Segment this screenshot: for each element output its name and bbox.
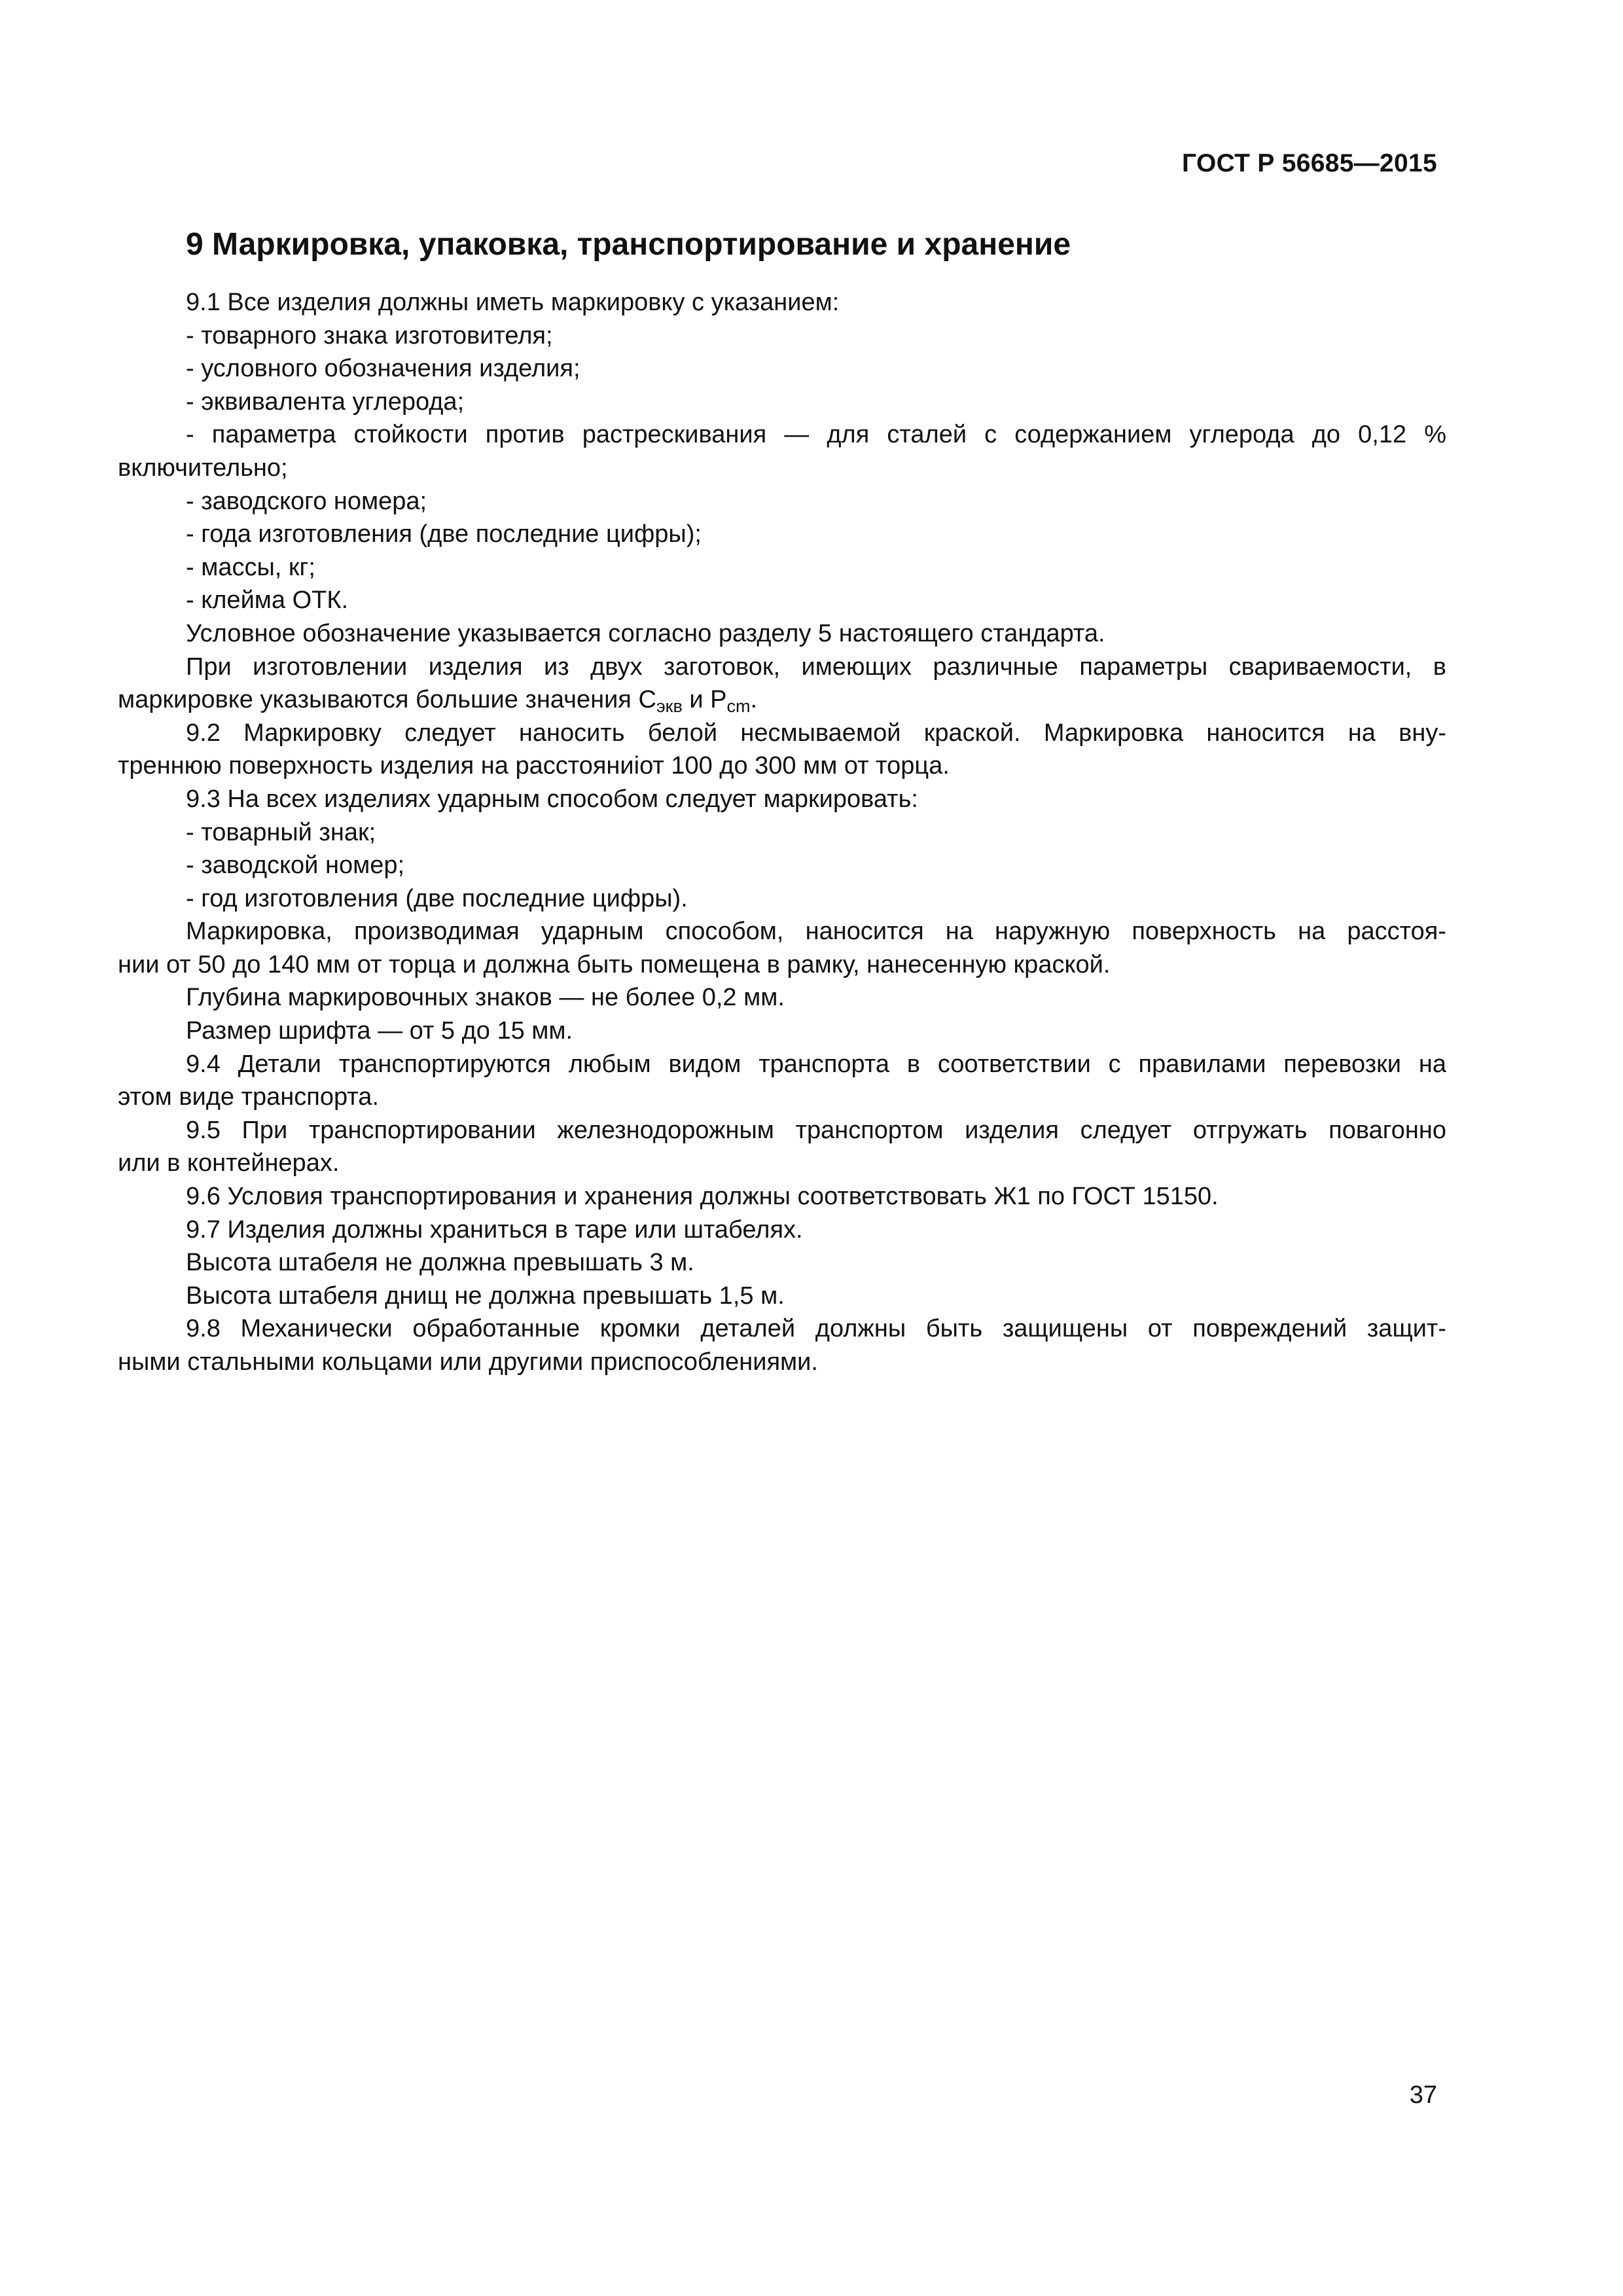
clause-9-1: 9.1 Все изделия должны иметь маркировку с указанием:: [186, 289, 840, 316]
paragraph-text: и P: [682, 686, 727, 714]
paragraph-line: При изготовлении изделия из двух заготовок, имеющих различные параметры свариваемости, в: [186, 653, 1446, 681]
clause-9-5: 9.5 При транспортировании железнодорожным транспортом изделия следует отгружать повагонно: [186, 1116, 1446, 1144]
list-item: - заводской номер;: [186, 852, 405, 880]
paragraph-line: ными стальными кольцами или другими приспособлениями.: [118, 1348, 818, 1376]
list-item: - параметра стойкости против растрескивания — для сталей с содержанием углерода до 0,12 %: [186, 421, 1446, 449]
paragraph-line: Маркировка, производимая ударным способом, наносится на наружную поверхность на расстоя-: [186, 918, 1446, 946]
paragraph-line: Глубина маркировочных знаков — не более 0,2 мм.: [186, 984, 785, 1012]
clause-9-7: 9.7 Изделия должны храниться в таре или штабелях.: [186, 1215, 803, 1244]
document-code: ГОСТ Р 56685—2015: [1182, 149, 1437, 177]
paragraph-line: Высота штабеля не должна превышать 3 м.: [186, 1249, 694, 1277]
paragraph-line-with-formulas: [118, 683, 1446, 717]
clause-9-2: 9.2 Маркировку следует наносить белой несмываемой краской. Маркировка наносится на вну-: [186, 719, 1446, 747]
list-item: - года изготовления (две последние цифры);: [186, 520, 702, 548]
paragraph-line: Условное обозначение указывается согласно разделу 5 настоящего стандарта.: [186, 619, 1105, 647]
paragraph-line: треннюю поверхность изделия на расстояниiот 100 до 300 мм от торца.: [118, 752, 950, 780]
list-item: - заводского номера;: [186, 487, 427, 515]
page-number: 37: [1409, 2081, 1437, 2109]
clause-9-3: 9.3 На всех изделиях ударным способом следует маркировать:: [186, 785, 918, 813]
clause-9-6: 9.6 Условия транспортирования и хранения должны соответствовать Ж1 по ГОСТ 15150.: [186, 1183, 1219, 1211]
paragraph-text: .: [750, 686, 758, 714]
list-item: - товарный знак;: [186, 818, 376, 846]
list-item: - товарного знака изготовителя;: [186, 321, 553, 350]
list-item-continuation: включительно;: [118, 454, 288, 482]
paragraph-line: Высота штабеля днищ не должна превышать 1,5 м.: [186, 1282, 785, 1310]
section-body: [118, 286, 1446, 1379]
list-item: - массы, кг;: [186, 553, 315, 581]
list-item: - эквивалента углерода;: [186, 387, 465, 416]
clause-9-4: 9.4 Детали транспортируются любым видом транспорта в соответствии с правилами перевозки на: [186, 1050, 1446, 1078]
paragraph-line: или в контейнерах.: [118, 1149, 340, 1177]
paragraph-line: Размер шрифта — от 5 до 15 мм.: [186, 1017, 573, 1045]
paragraph-line: этом виде транспорта.: [118, 1083, 379, 1111]
subscript-ekv: экв: [656, 696, 683, 717]
clause-9-8: 9.8 Механически обработанные кромки деталей должны быть защищены от повреждений защит-: [186, 1315, 1446, 1343]
paragraph-text: маркировке указываются большие значения С: [118, 686, 656, 714]
paragraph-line: нии от 50 до 140 мм от торца и должна быть помещена в рамку, нанесенную краской.: [118, 950, 1111, 978]
list-item: - клейма ОТК.: [186, 586, 349, 615]
subscript-cm: cm: [726, 696, 751, 717]
section-title: 9 Маркировка, упаковка, транспортирование и хранение: [186, 227, 1071, 262]
list-item: - год изготовления (две последние цифры).: [186, 884, 688, 912]
list-item: - условного обозначения изделия;: [186, 355, 580, 383]
